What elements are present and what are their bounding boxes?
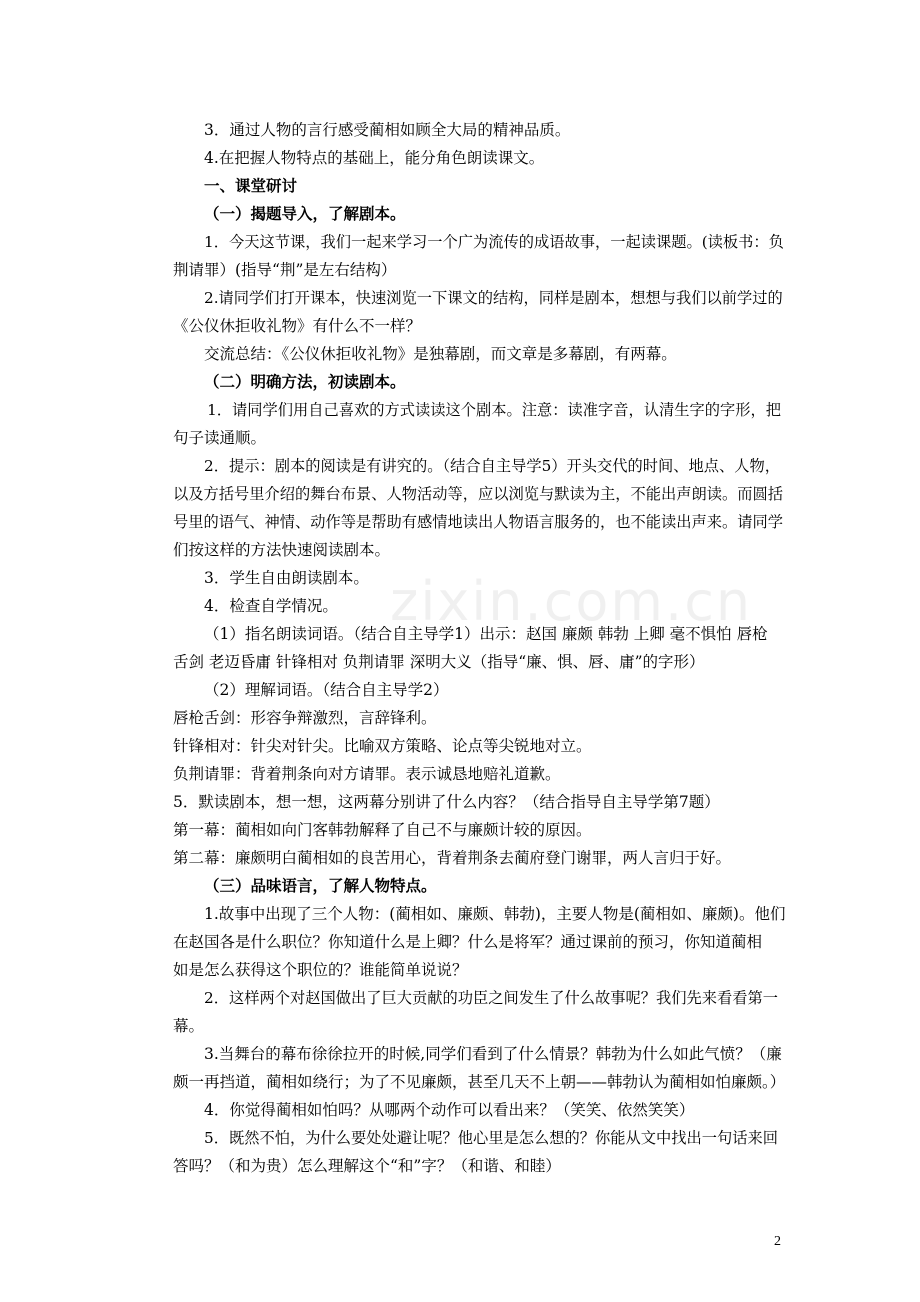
text-line: 以及方括号里介绍的舞台布景、人物活动等，应以浏览与默读为主，不能出声朗读。而圆括	[173, 485, 783, 503]
page-number: 2	[774, 1234, 781, 1249]
text-line: 3．通过人物的言行感受蔺相如顾全大局的精神品质。	[204, 121, 571, 139]
text-line: 1.故事中出现了三个人物：(蔺相如、廉颇、韩勃)，主要人物是(蔺相如、廉颇)。他们	[204, 905, 786, 923]
text-line: 荆请罪）(指导“荆”是左右结构）	[173, 261, 397, 279]
text-line: 5．既然不怕，为什么要处处避让呢？他心里是怎么想的？你能从文中找出一句话来回	[204, 1129, 778, 1147]
text-line: 号里的语气、神情、动作等是帮助有感情地读出人物语言服务的，也不能读出声来。请同学	[173, 513, 783, 531]
text-line: 针锋相对：针尖对针尖。比喻双方策略、论点等尖锐地对立。	[173, 737, 592, 755]
text-line: 答吗？（和为贵）怎么理解这个“和”字？（和谐、和睦）	[173, 1157, 561, 1175]
text-line: 3．学生自由朗读剧本。	[204, 569, 369, 587]
text-line: 第二幕：廉颇明白蔺相如的良苦用心，背着荆条去蔺府登门谢罪，两人言归于好。	[173, 849, 732, 867]
text-line: 4．检查自学情况。	[204, 597, 338, 615]
text-line: 2.请同学们打开课本，快速浏览一下课文的结构，同样是剧本，想想与我们以前学过的	[204, 289, 783, 307]
text-line: 舌剑 老迈昏庸 针锋相对 负荆请罪 深明大义（指导“廉、惧、唇、庸”的字形）	[173, 653, 705, 671]
text-line: 4．你觉得蔺相如怕吗？从哪两个动作可以看出来？（笑笑、依然笑笑）	[204, 1101, 695, 1119]
text-line: 4.在把握人物特点的基础上，能分角色朗读课文。	[204, 149, 545, 167]
text-line: 2．这样两个对赵国做出了巨大贡献的功臣之间发生了什么故事呢？我们先来看看第一	[204, 989, 778, 1007]
text-line: 2．提示：剧本的阅读是有讲究的。（结合自主导学5）开头交代的时间、地点、人物，	[204, 457, 781, 475]
section-heading: 一、课堂研讨	[204, 176, 298, 195]
text-line: 们按这样的方法快速阅读剧本。	[173, 541, 391, 559]
section-heading: （一）揭题导入，了解剧本。	[204, 204, 406, 223]
text-line: （2）理解词语。（结合自主导学2）	[204, 681, 449, 699]
section-heading: （三）品味语言，了解人物特点。	[204, 876, 437, 895]
text-line: 幕。	[173, 1017, 205, 1035]
text-line: 5．默读剧本，想一想，这两幕分别讲了什么内容？（结合指导自主导学第7题）	[173, 793, 720, 811]
text-line: 如是怎么获得这个职位的？谁能简单说说？	[173, 961, 468, 979]
text-line: 颇一再挡道，蔺相如绕行；为了不见廉颇，甚至几天不上朝——韩勃认为蔺相如怕廉颇。）	[173, 1073, 786, 1091]
text-line: （1）指名朗读词语。（结合自主导学1）出示：赵国 廉颇 韩勃 上卿 毫不惧怕 唇枪	[204, 625, 768, 643]
text-line: 第一幕：蔺相如向门客韩勃解释了自己不与廉颇计较的原因。	[173, 821, 592, 839]
document-body	[173, 116, 785, 1180]
text-line: 1．请同学们用自己喜欢的方式读读这个剧本。注意：读准字音，认清生字的字形，把	[207, 401, 782, 419]
text-line: 3.当舞台的幕布徐徐拉开的时候,同学们看到了什么情景？韩勃为什么如此气愤？（廉	[204, 1045, 782, 1063]
watermark: zixin.com.cn	[390, 570, 753, 633]
text-line: 负荆请罪：背着荆条向对方请罪。表示诚恳地赔礼道歉。	[173, 765, 561, 783]
text-line: 在赵国各是什么职位？你知道什么是上卿？什么是将军？通过课前的预习，你知道蔺相	[173, 933, 763, 951]
text-line: 《公仪休拒收礼物》有什么不一样？	[173, 317, 422, 335]
text-line: 1．今天这节课，我们一起来学习一个广为流传的成语故事，一起读课题。(读板书：负	[204, 233, 784, 251]
section-heading: （二）明确方法，初读剧本。	[204, 372, 406, 391]
text-line: 句子读通顺。	[173, 429, 267, 447]
text-line: 唇枪舌剑：形容争辩激烈，言辞锋利。	[173, 709, 437, 727]
text-line: 交流总结：《公仪休拒收礼物》是独幕剧，而文章是多幕剧，有两幕。	[204, 345, 677, 363]
